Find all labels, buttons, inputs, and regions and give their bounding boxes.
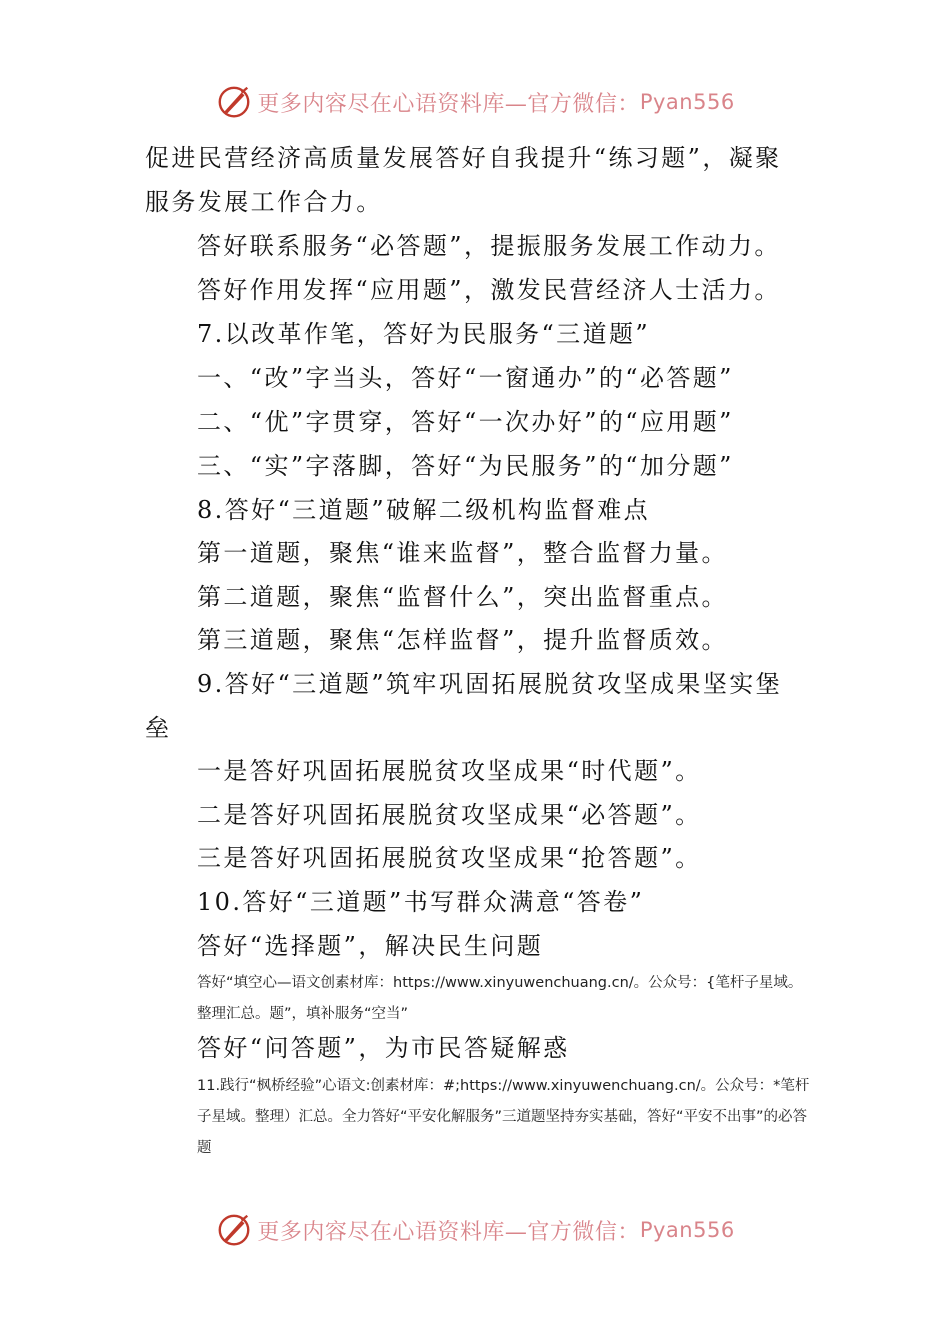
small-paragraph-text: 11.践行“枫桥经验”心语文:创素材库：#;https://www.xinyuwenchuang.cn/。公众号：*笔杆子星域。整理）汇总。全力答好“平安化解服务”三道题坚持夯实基础，答好“平安不出事”的必答题 [197,1078,810,1156]
paragraph-line: 三是答好巩固拓展脱贫攻坚成果“抢答题”。 [197,844,702,872]
paragraph-line: 服务发展工作合力。 [145,188,383,216]
pen-logo-icon [215,83,253,121]
banner-wechat-id: Pyan556 [639,90,735,114]
paragraph-line: 一是答好巩固拓展脱贫攻坚成果“时代题”。 [197,757,702,785]
paragraph-line: 答好“问答题”，为市民答疑解惑 [197,1034,570,1062]
banner-text: 更多内容尽在心语资料库—官方微信： [257,91,640,117]
paragraph-line: 二是答好巩固拓展脱贫攻坚成果“必答题”。 [197,801,702,829]
small-paragraph-text: 答好“填空心—语文创素材库：https://www.xinyuwenchuang.cn/。公众号：{笔杆子星域。整理汇总。题”，填补服务“空当” [197,975,803,1022]
paragraph-line: 第二道题，聚焦“监督什么”，突出监督重点。 [197,583,728,611]
paragraph-line: 答好作用发挥“应用题”，激发民营经济人士活力。 [197,276,781,304]
section-heading: 10.答好“三道题”书写群众满意“答卷” [197,888,645,916]
paragraph-line: 垒 [145,714,172,742]
paragraph-line: 第一道题，聚焦“谁来监督”，整合监督力量。 [197,539,728,567]
small-paragraph [145,968,810,1030]
paragraph-line: 答好“选择题”，解决民生问题 [197,932,544,960]
paragraph-line: 二、“优”字贯穿，答好“一次办好”的“应用题” [197,408,734,436]
small-paragraph [145,1071,810,1164]
paragraph-line: 第三道题，聚焦“怎样监督”，提升监督质效。 [197,626,728,654]
header-banner [0,80,950,124]
paragraph-line: 三、“实”字落脚，答好“为民服务”的“加分题” [197,452,734,480]
paragraph-line: 促进民营经济高质量发展答好自我提升“练习题”，凝聚 [145,144,782,172]
paragraph-line: 答好联系服务“必答题”，提振服务发展工作动力。 [197,232,781,260]
section-heading: 8.答好“三道题”破解二级机构监督难点 [197,496,651,524]
section-heading: 7.以改革作笔，答好为民服务“三道题” [197,320,651,348]
pen-logo-icon [215,1211,253,1249]
banner-wechat-id: Pyan556 [639,1218,735,1242]
paragraph-line: 一、“改”字当头，答好“一窗通办”的“必答题” [197,364,734,392]
footer-banner [0,1208,950,1252]
banner-text: 更多内容尽在心语资料库—官方微信： [257,1219,640,1245]
section-heading: 9.答好“三道题”筑牢巩固拓展脱贫攻坚成果坚实堡 [197,670,783,698]
